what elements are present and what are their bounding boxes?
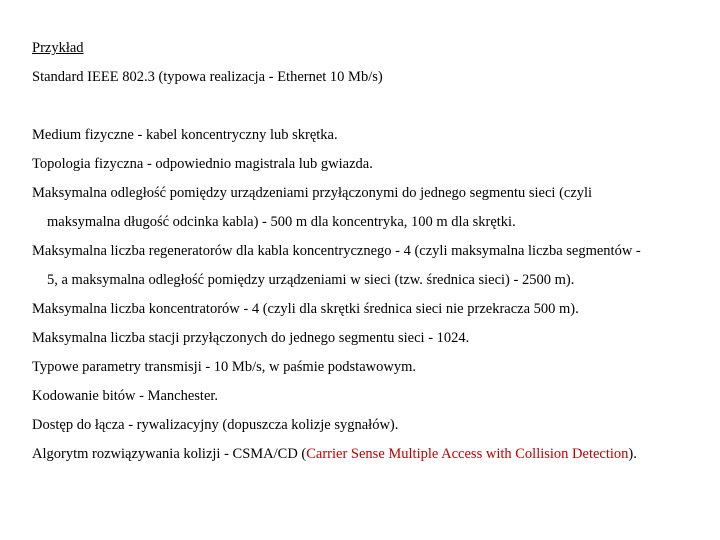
item-max-distance [32, 179, 712, 237]
collision-suffix: ). [628, 446, 637, 462]
item-collision-algorithm [32, 440, 712, 469]
item-max-repeaters-line1: Maksymalna liczba regeneratorów dla kabla koncentrycznego - 4 (czyli maksymalna liczba segmentów - [32, 243, 641, 259]
item-access: Dostęp do łącza - rywalizacyjny (dopuszcza kolizje sygnałów). [32, 417, 399, 433]
item-max-distance-line1: Maksymalna odległość pomiędzy urządzeniami przyłączonymi do jednego segmentu sieci (czyli [32, 185, 593, 201]
item-max-repeaters-line2: 5, a maksymalna odległość pomiędzy urządzeniami w sieci (tzw. średnica sieci) - 2500 m). [47, 272, 575, 288]
item-transmission: Typowe parametry transmisji - 10 Mb/s, w paśmie podstawowym. [32, 359, 416, 375]
collision-prefix: Algorytm rozwiązywania kolizji - CSMA/CD ( [32, 446, 307, 462]
csma-cd-expansion: Carrier Sense Multiple Access with Collision Detection [306, 446, 629, 462]
item-medium: Medium fizyczne - kabel koncentryczny lub skrętka. [32, 127, 338, 143]
item-max-stations: Maksymalna liczba stacji przyłączonych do jednego segmentu sieci - 1024. [32, 330, 470, 346]
heading-example: Przykład [32, 40, 84, 56]
item-max-distance-line2: maksymalna długość odcinka kabla) - 500 m dla koncentryka, 100 m dla skrętki. [47, 214, 516, 230]
item-encoding: Kodowanie bitów - Manchester. [32, 388, 219, 404]
item-topology: Topologia fizyczna - odpowiednio magistrala lub gwiazda. [32, 156, 373, 172]
item-max-repeaters [32, 237, 712, 295]
item-max-hubs: Maksymalna liczba koncentratorów - 4 (czyli dla skrętki średnica sieci nie przekracza 500 m). [32, 301, 579, 317]
spacer [32, 92, 712, 121]
document-body [32, 34, 712, 469]
standard-title: Standard IEEE 802.3 (typowa realizacja - Ethernet 10 Mb/s) [32, 69, 383, 85]
